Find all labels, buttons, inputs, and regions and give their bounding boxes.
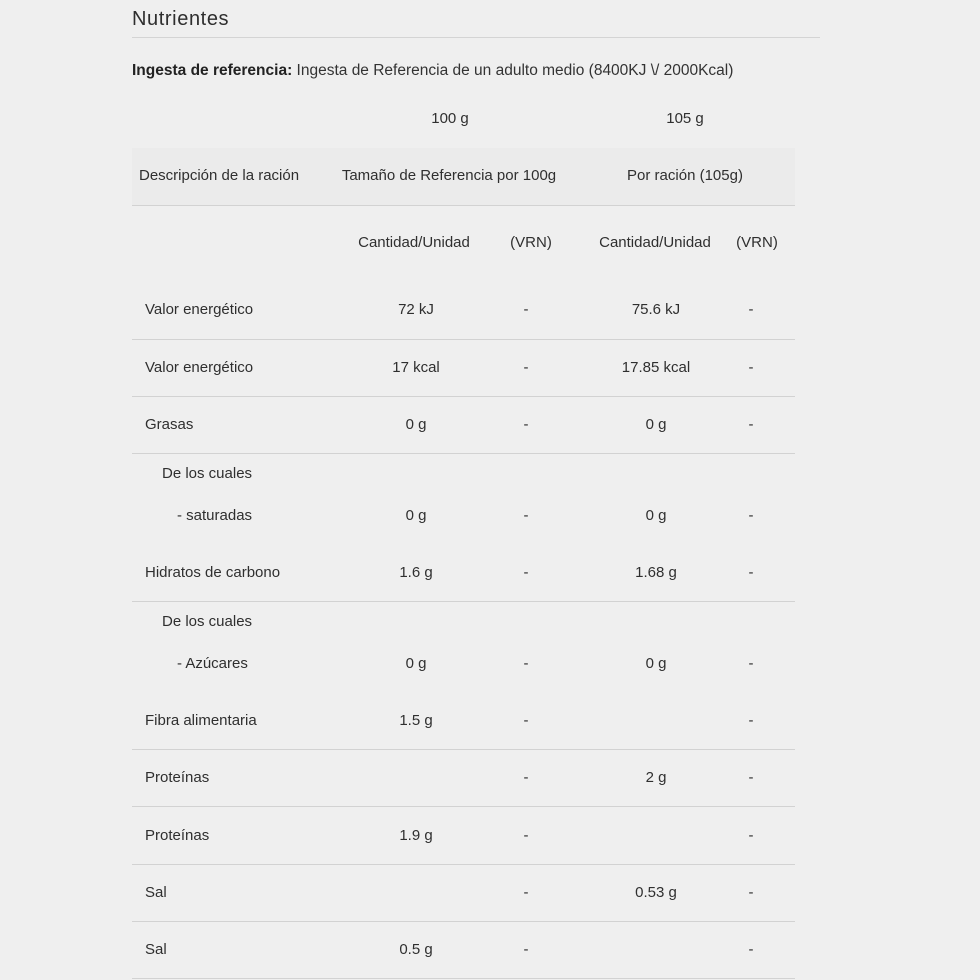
row-label: Fibra alimentaria [145,712,257,729]
cell-vserv: - [748,301,754,318]
reference-intake-text: Ingesta de Referencia de un adulto medio (8400KJ \/ 2000Kcal) [292,62,734,79]
cell-q100: 1.5 g [399,712,433,729]
section-title: Nutrientes [132,8,230,30]
cell-qserv: 75.6 kJ [631,301,681,318]
header-divider [132,205,795,206]
row-divider [132,339,795,340]
row-label: Valor energético [145,301,254,318]
row-group-label: De los cuales [162,465,253,482]
subheader-qty-unit-100: Cantidad/Unidad [358,234,470,251]
subheader-qty-unit-serving: Cantidad/Unidad [599,234,711,251]
row-label: Sal [145,884,167,901]
cell-v100: - [523,301,529,318]
row-divider [132,601,795,602]
cell-vserv: - [748,416,754,433]
header-per-serving: Por ración (105g) [627,167,743,184]
cell-v100: - [523,564,529,581]
row-divider [132,749,795,750]
subheader-vrn-100: (VRN) [510,234,552,251]
header-description: Descripción de la ración [139,167,300,184]
row-divider [132,396,795,397]
row-label: - saturadas [177,507,253,524]
cell-q100: 1.6 g [399,564,433,581]
row-label: Grasas [145,416,194,433]
row-divider [132,864,795,865]
header-reference-size: Tamaño de Referencia por 100g [341,167,557,184]
cell-v100: - [523,416,529,433]
cell-vserv: - [748,884,754,901]
cell-vserv: - [748,827,754,844]
cell-qserv: 17.85 kcal [621,359,691,376]
cell-v100: - [523,655,529,672]
cell-vserv: - [748,507,754,524]
cell-q100: 0 g [405,416,427,433]
cell-v100: - [523,941,529,958]
cell-vserv: - [748,941,754,958]
reference-intake-label: Ingesta de referencia: [132,62,293,79]
cell-v100: - [523,359,529,376]
cell-qserv: 0.53 g [635,884,677,901]
cell-qserv: 1.68 g [635,564,677,581]
row-label: Proteínas [145,769,210,786]
row-group-label: De los cuales [162,613,253,630]
cell-q100: 72 kJ [398,301,434,318]
cell-vserv: - [748,359,754,376]
row-divider [132,978,795,979]
amount-per-serving: 105 g [666,110,704,127]
row-label: Proteínas [145,827,210,844]
cell-qserv: 2 g [645,769,667,786]
cell-v100: - [523,769,529,786]
cell-q100: 0.5 g [399,941,433,958]
cell-qserv: 0 g [645,507,667,524]
cell-vserv: - [748,655,754,672]
row-label: Valor energético [145,359,254,376]
row-divider [132,453,795,454]
reference-intake [132,62,733,80]
row-label: Sal [145,941,167,958]
row-label: Hidratos de carbono [145,564,281,581]
row-divider [132,921,795,922]
cell-q100: 17 kcal [392,359,440,376]
cell-v100: - [523,712,529,729]
cell-v100: - [523,827,529,844]
cell-q100: 0 g [405,507,427,524]
cell-vserv: - [748,564,754,581]
subheader-vrn-serving: (VRN) [736,234,778,251]
cell-qserv: 0 g [645,655,667,672]
title-divider [132,37,820,38]
row-divider [132,806,795,807]
cell-q100: 1.9 g [399,827,433,844]
amount-per-100: 100 g [431,110,469,127]
cell-v100: - [523,884,529,901]
cell-vserv: - [748,769,754,786]
cell-vserv: - [748,712,754,729]
cell-qserv: 0 g [645,416,667,433]
row-label: - Azúcares [177,655,248,672]
cell-q100: 0 g [405,655,427,672]
cell-v100: - [523,507,529,524]
